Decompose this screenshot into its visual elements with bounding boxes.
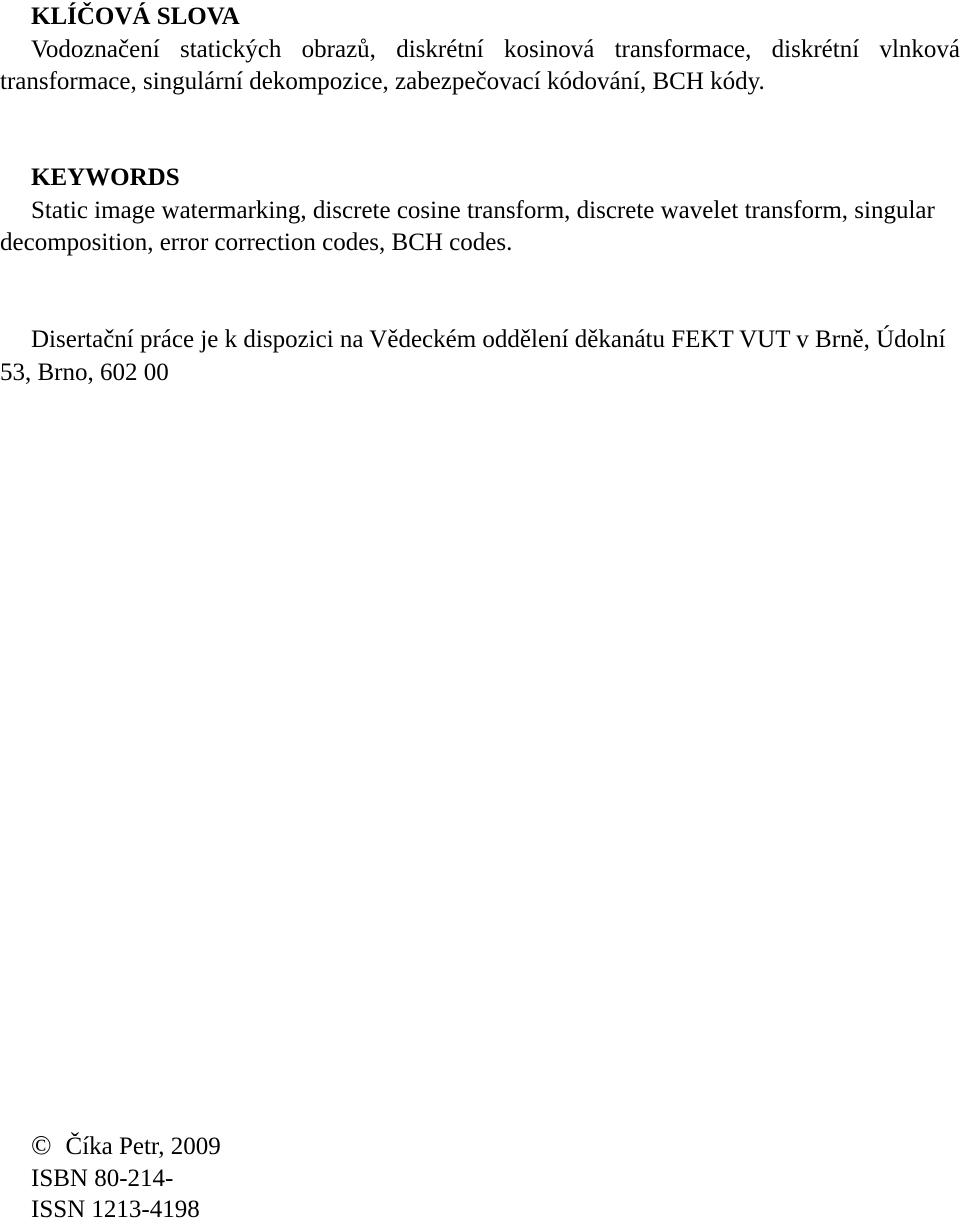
colophon <box>31 1130 221 1226</box>
keywords-english-text: Static image watermarking, discrete cosine transform, discrete wavelet transform, singular decomposition, error correction codes, BCH codes. <box>0 196 935 256</box>
keywords-english-section <box>0 162 960 260</box>
keywords-czech-section <box>0 1 960 99</box>
copyright-icon: © <box>31 1130 52 1160</box>
availability-section <box>0 324 960 389</box>
issn: ISSN 1213-4198 <box>31 1196 200 1223</box>
copyright-line <box>31 1130 221 1163</box>
isbn: ISBN 80-214- <box>31 1164 174 1192</box>
keywords-czech-text: Vodoznačení statických obrazů, diskrétní kosinová transformace, diskrétní vlnková transformace, singulární dekompozice, zabezpečovací kódování, BCH kódy. <box>0 35 960 95</box>
keywords-english-heading: KEYWORDS <box>31 164 180 191</box>
author-year: Číka Petr, 2009 <box>65 1133 221 1160</box>
availability-text: Disertační práce je k dispozici na Vědeckém oddělení děkanátu FEKT VUT v Brně, Údolní 53, Brno, 602 00 <box>0 326 946 386</box>
keywords-czech-heading: KLÍČOVÁ SLOVA <box>31 3 240 30</box>
